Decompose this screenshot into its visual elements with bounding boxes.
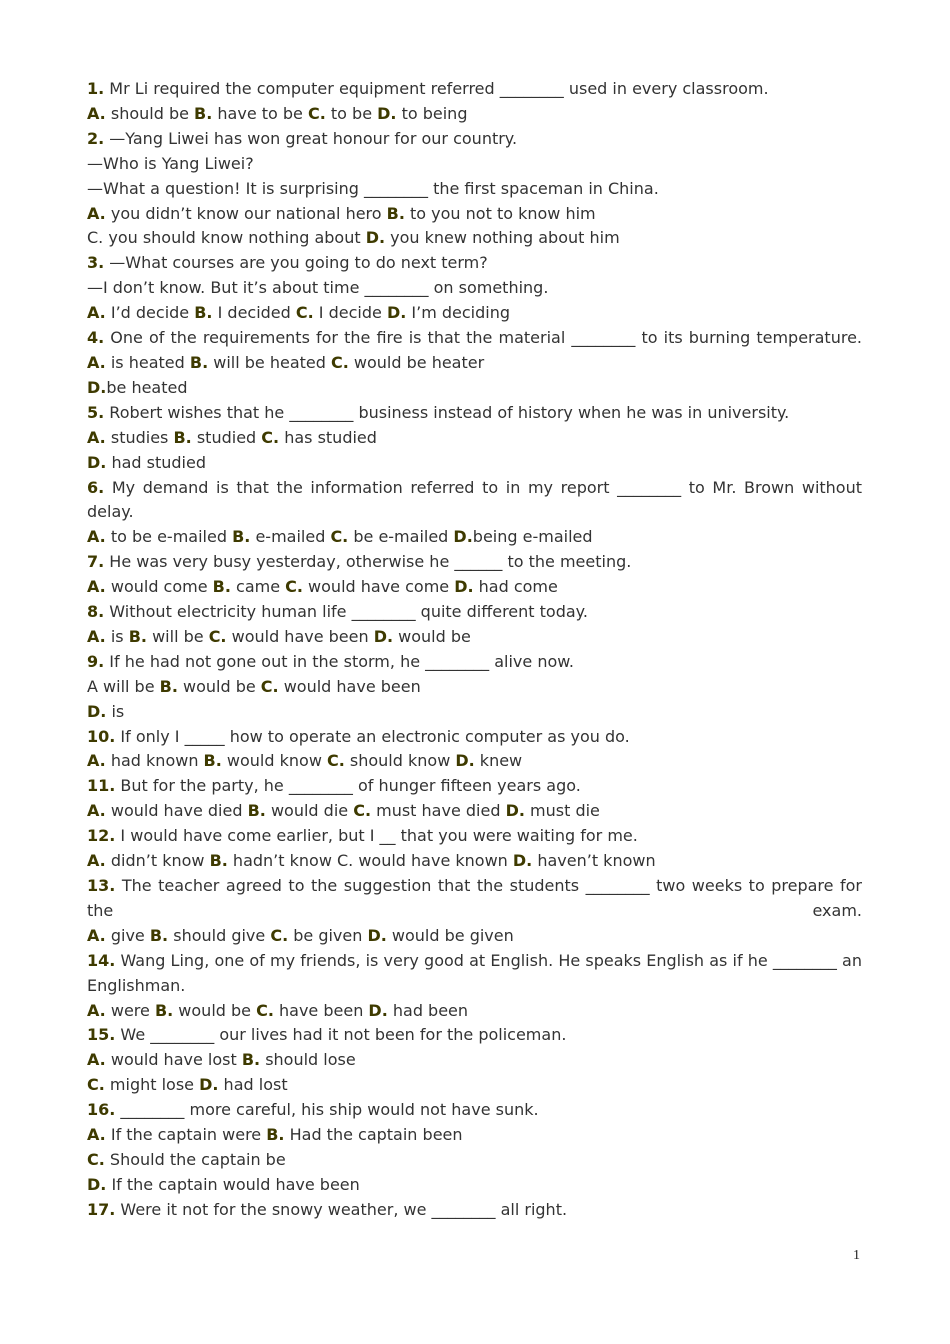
text-segment: might lose [104,1075,200,1095]
option-label: A. [87,626,106,646]
text-segment: —What courses are you going to do next term? [104,253,488,273]
text-line [87,949,862,999]
text-segment: will be heated [208,352,331,372]
text-segment: is [106,701,125,721]
text-segment: Robert wishes that he ________ business instead of history when he was in university. [104,402,790,422]
option-label: A. [87,303,106,323]
text-segment: —Who is Yang Liwei? [87,153,254,173]
option-label: D. [386,303,407,323]
option-label: D. [199,1075,219,1095]
option-label: A. [87,925,106,945]
option-label: C. [295,303,314,323]
text-segment: had come [473,577,558,597]
text-line [87,749,862,774]
text-segment: be e-mailed [348,527,454,547]
text-segment: should be [105,103,195,123]
text-line [87,276,862,301]
text-segment: would be [173,1000,257,1020]
text-line [87,251,862,276]
option-label: 7. [87,552,105,572]
option-label: D. [453,527,473,547]
text-segment: knew [474,751,523,771]
text-line [87,401,862,426]
text-line [87,849,862,874]
text-segment: to be e-mailed [105,527,233,547]
text-segment: I’m deciding [406,303,510,323]
text-segment: would have lost [105,1050,242,1070]
text-line [87,102,862,127]
option-label: A. [87,103,106,123]
option-label: C. [330,352,349,372]
text-segment: If the captain would have been [106,1174,360,1194]
text-segment: would die [265,801,354,821]
text-segment: Were it not for the snowy weather, we ________ all right. [115,1199,568,1219]
option-label: D. [87,452,107,472]
text-segment: One of the requirements for the fire is that the material ________ to its burning temperature. [104,328,862,348]
text-line [87,1148,862,1173]
text-segment: is heated [105,352,190,372]
text-segment: A will be [87,676,160,696]
option-label: 3. [87,253,105,273]
text-segment: —Yang Liwei has won great honour for our country. [104,128,518,148]
text-segment: to be [325,103,378,123]
text-line [87,874,862,924]
option-label: A. [87,203,106,223]
text-segment: you didn’t know our national hero [105,203,387,223]
text-line [87,202,862,227]
option-label: A. [87,527,106,547]
text-line [87,1073,862,1098]
option-label: B. [194,303,213,323]
text-line [87,451,862,476]
option-label: B. [194,103,213,123]
option-label: D. [368,1000,388,1020]
option-label: C. [260,676,279,696]
text-line [87,226,862,251]
text-segment: I decide [313,303,387,323]
text-segment: would know [221,751,327,771]
option-label: B. [149,925,169,945]
option-label: C. [261,427,280,447]
text-segment: had lost [218,1075,288,1095]
option-label: 10. [87,726,116,746]
text-segment: We ________ our lives had it not been for the policeman. [115,1025,567,1045]
text-segment: would be [393,626,471,646]
text-line [87,1023,862,1048]
text-segment: —I don’t know. But it’s about time ________ on something. [87,278,549,298]
option-label: B. [189,352,209,372]
text-segment: were [105,1000,155,1020]
text-segment: My demand is that the information referred to in my report ________ to Mr. Brown without delay. [87,477,862,522]
option-label: 4. [87,328,105,348]
text-segment: Wang Ling, one of my friends, is very good at English. He speaks English as if he ________ an Englishman. [87,950,862,995]
text-segment: be given [288,925,368,945]
text-line [87,575,862,600]
option-label: D. [377,103,397,123]
option-label: D. [512,851,533,871]
text-segment: hadn’t know C. would have known [227,851,513,871]
text-line [87,1198,862,1223]
text-segment: will be [147,626,209,646]
text-segment: has studied [279,427,377,447]
option-label: C. [256,1000,274,1020]
option-label: D. [87,701,107,721]
text-segment: ________ more careful, his ship would not have sunk. [115,1100,539,1120]
option-label: D. [365,228,386,248]
option-label: C. [326,751,345,771]
text-segment: would be [177,676,261,696]
option-label: B. [232,527,251,547]
option-label: 15. [87,1025,116,1045]
text-segment: If the captain were [105,1125,267,1145]
option-label: B. [241,1050,261,1070]
text-segment: be heated [106,377,188,397]
option-label: A. [87,1000,106,1020]
option-label: D. [367,925,387,945]
option-label: A. [87,801,106,821]
text-segment: I decided [212,303,296,323]
text-line [87,675,862,700]
text-segment: I would have come earlier, but I __ that you were waiting for me. [115,826,638,846]
option-label: C. [87,1075,105,1095]
text-line [87,525,862,550]
text-segment: studied [191,427,262,447]
text-segment: had known [105,751,204,771]
page-number: 1 [853,1248,860,1263]
option-label: A. [87,427,106,447]
option-label: 13. [87,876,116,895]
option-label: A. [87,577,106,597]
text-line [87,700,862,725]
option-label: B. [173,427,192,447]
text-line [87,77,862,102]
text-segment: to you not to know him [404,203,596,223]
option-label: D. [454,577,474,597]
option-label: 11. [87,776,116,796]
option-label: C. [307,103,326,123]
text-line [87,824,862,849]
option-label: D. [505,801,525,821]
option-label: 8. [87,602,105,622]
text-segment: would have been [226,626,374,646]
text-line [87,625,862,650]
text-segment: came [230,577,286,597]
option-label: B. [159,676,178,696]
text-segment: should lose [260,1050,356,1070]
option-label: B. [154,1000,174,1020]
text-segment: had been [387,1000,469,1020]
option-label: C. [208,626,227,646]
text-segment: studies [105,427,174,447]
text-line [87,177,862,202]
text-segment: Without electricity human life ________ quite different today. [104,602,588,622]
text-segment: would be given [386,925,514,945]
text-segment: must die [524,801,600,821]
text-segment: would have died [105,801,248,821]
text-line [87,550,862,575]
text-segment: Mr Li required the computer equipment referred ________ used in every classroom. [104,79,769,98]
text-line [87,600,862,625]
option-label: C. [353,801,372,821]
text-segment: would have come [302,577,455,597]
option-label: 6. [87,477,105,497]
text-segment: C. you should know nothing about [87,228,366,248]
text-segment: must have died [371,801,506,821]
text-segment: is [105,626,129,646]
option-label: B. [386,203,405,223]
option-label: B. [266,1125,285,1145]
text-line [87,301,862,326]
option-label: 1. [87,79,105,98]
text-line [87,127,862,152]
option-label: B. [128,626,147,646]
option-label: A. [87,851,106,871]
option-label: 9. [87,651,105,671]
text-line [87,774,862,799]
text-segment: have to be [212,103,308,123]
option-label: 5. [87,402,105,422]
option-label: A. [87,751,106,771]
text-segment: you knew nothing about him [385,228,620,248]
option-label: D. [87,377,107,397]
option-label: C. [285,577,303,597]
option-label: B. [209,851,228,871]
text-segment: He was very busy yesterday, otherwise he ______ to the meeting. [104,552,632,572]
option-label: A. [87,1125,106,1145]
text-segment: didn’t know [105,851,210,871]
option-label: D. [455,751,475,771]
option-label: 16. [87,1100,116,1120]
text-segment: had studied [106,452,206,472]
text-line [87,1123,862,1148]
option-label: C. [87,1149,105,1169]
option-label: D. [87,1174,107,1194]
text-line [87,1048,862,1073]
text-line [87,1098,862,1123]
text-segment: give [105,925,150,945]
option-label: D. [373,626,394,646]
text-segment: should give [168,925,271,945]
text-line [87,725,862,750]
text-line [87,351,862,376]
text-segment: haven’t known [532,851,656,871]
text-segment: But for the party, he ________ of hunger fifteen years ago. [115,776,581,796]
text-segment: If only I _____ how to operate an electronic computer as you do. [115,726,630,746]
text-line [87,152,862,177]
text-line [87,476,862,526]
text-line [87,376,862,401]
option-label: 14. [87,950,116,970]
text-segment: have been [273,1000,369,1020]
text-segment: Had the captain been [284,1125,463,1145]
text-segment: The teacher agreed to the suggestion that the students ________ two weeks to prepare for the exam. [87,876,862,920]
text-line [87,426,862,451]
text-segment: would have been [278,676,421,696]
option-label: 12. [87,826,116,846]
option-label: A. [87,352,106,372]
text-line [87,999,862,1024]
text-line [87,1173,862,1198]
text-segment: If he had not gone out in the storm, he ________ alive now. [104,651,574,671]
document-page [87,77,862,1223]
text-segment: would come [105,577,213,597]
option-label: C. [270,925,289,945]
option-label: B. [247,801,266,821]
option-label: B. [203,751,222,771]
text-segment: I’d decide [105,303,195,323]
option-label: B. [212,577,231,597]
option-label: 2. [87,128,105,148]
text-segment: being e-mailed [472,527,593,547]
option-label: 17. [87,1199,116,1219]
text-line [87,326,862,351]
text-segment: to being [396,103,468,123]
text-line [87,924,862,949]
text-segment: should know [344,751,456,771]
option-label: A. [87,1050,106,1070]
text-line [87,650,862,675]
text-segment: Should the captain be [104,1149,286,1169]
text-segment: —What a question! It is surprising ________ the first spaceman in China. [87,178,659,198]
text-segment: e-mailed [250,527,331,547]
option-label: C. [330,527,349,547]
text-line [87,799,862,824]
text-segment: would be heater [348,352,485,372]
